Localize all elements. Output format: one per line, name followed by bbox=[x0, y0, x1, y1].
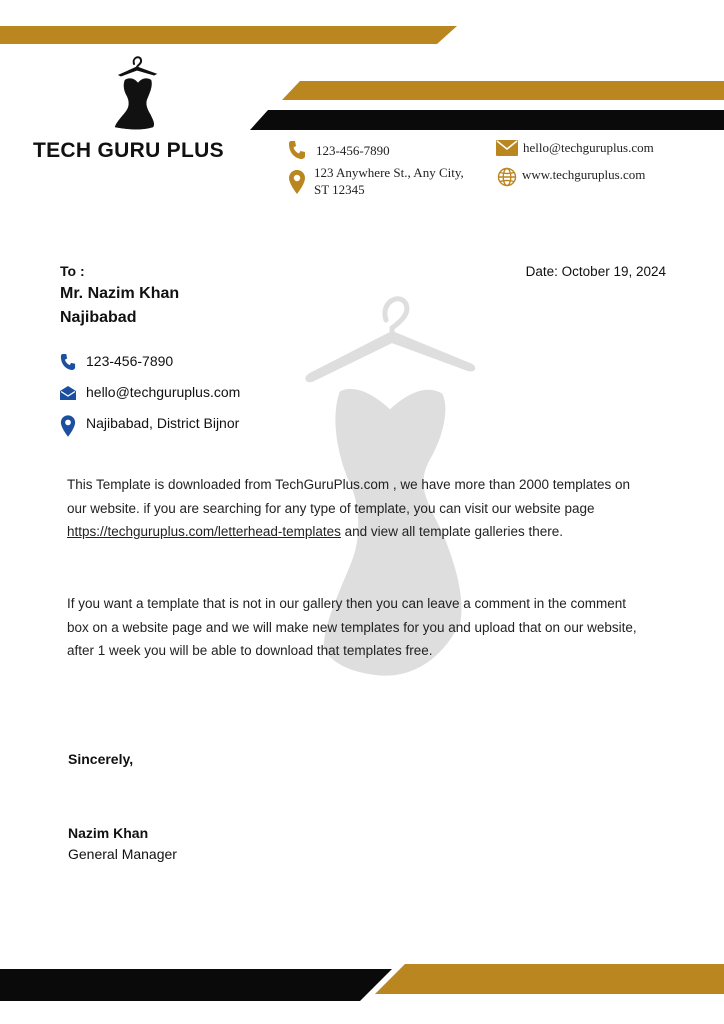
globe-icon bbox=[497, 167, 517, 187]
signature-name: Nazim Khan bbox=[68, 825, 149, 841]
email-icon bbox=[496, 140, 518, 156]
recipient-city: Najibabad bbox=[60, 309, 137, 326]
recipient-name: Mr. Nazim Khan bbox=[60, 285, 180, 302]
header-phone: 123-456-7890 bbox=[316, 143, 390, 158]
to-label: To : bbox=[60, 263, 85, 279]
body-paragraph-1-text: This Template is downloaded from TechGuruPlus.com , we have more than 2000 templates on our website. if you are searching for any type of template, you can visit our website page bbox=[67, 477, 631, 516]
letterhead-templates-link[interactable]: https://techguruplus.com/letterhead-templates bbox=[67, 524, 341, 539]
recipient-phone-icon bbox=[60, 353, 76, 371]
bottom-black-bar bbox=[0, 969, 392, 1001]
signature-title: General Manager bbox=[68, 846, 177, 862]
top-gold-bar bbox=[0, 26, 457, 44]
footer-decor bbox=[0, 964, 724, 1024]
header-email[interactable]: hello@techguruplus.com bbox=[523, 140, 654, 155]
dress-hanger-icon bbox=[103, 54, 173, 132]
phone-icon bbox=[288, 140, 306, 160]
header-address-line1: 123 Anywhere St., Any City, bbox=[314, 165, 464, 180]
recipient-email[interactable]: hello@techguruplus.com bbox=[86, 384, 241, 400]
brand-name: TECH GURU PLUS bbox=[33, 139, 224, 162]
recipient-location-icon bbox=[60, 414, 76, 438]
location-pin-icon bbox=[288, 169, 306, 195]
signoff: Sincerely, bbox=[68, 751, 134, 767]
body-paragraph-1-tail: and view all template galleries there. bbox=[340, 524, 564, 539]
bottom-gold-bar bbox=[375, 964, 724, 994]
recipient-address: Najibabad, District Bijnor bbox=[86, 415, 240, 431]
top-right-black-bar bbox=[250, 110, 724, 130]
recipient-phone: 123-456-7890 bbox=[86, 353, 174, 369]
letter-date: Date: October 19, 2024 bbox=[525, 264, 666, 279]
header-website[interactable]: www.techguruplus.com bbox=[522, 167, 646, 182]
body-paragraph-1 bbox=[67, 473, 642, 544]
header-address-line2: ST 12345 bbox=[314, 182, 365, 197]
top-right-gold-bar bbox=[282, 81, 724, 100]
recipient-email-icon bbox=[60, 386, 76, 400]
body-paragraph-2: If you want a template that is not in our gallery then you can leave a comment in the comment box on a website page and we will make new templates for you and upload that on our website, after 1 week you will be able to download that templates free. bbox=[67, 596, 637, 658]
